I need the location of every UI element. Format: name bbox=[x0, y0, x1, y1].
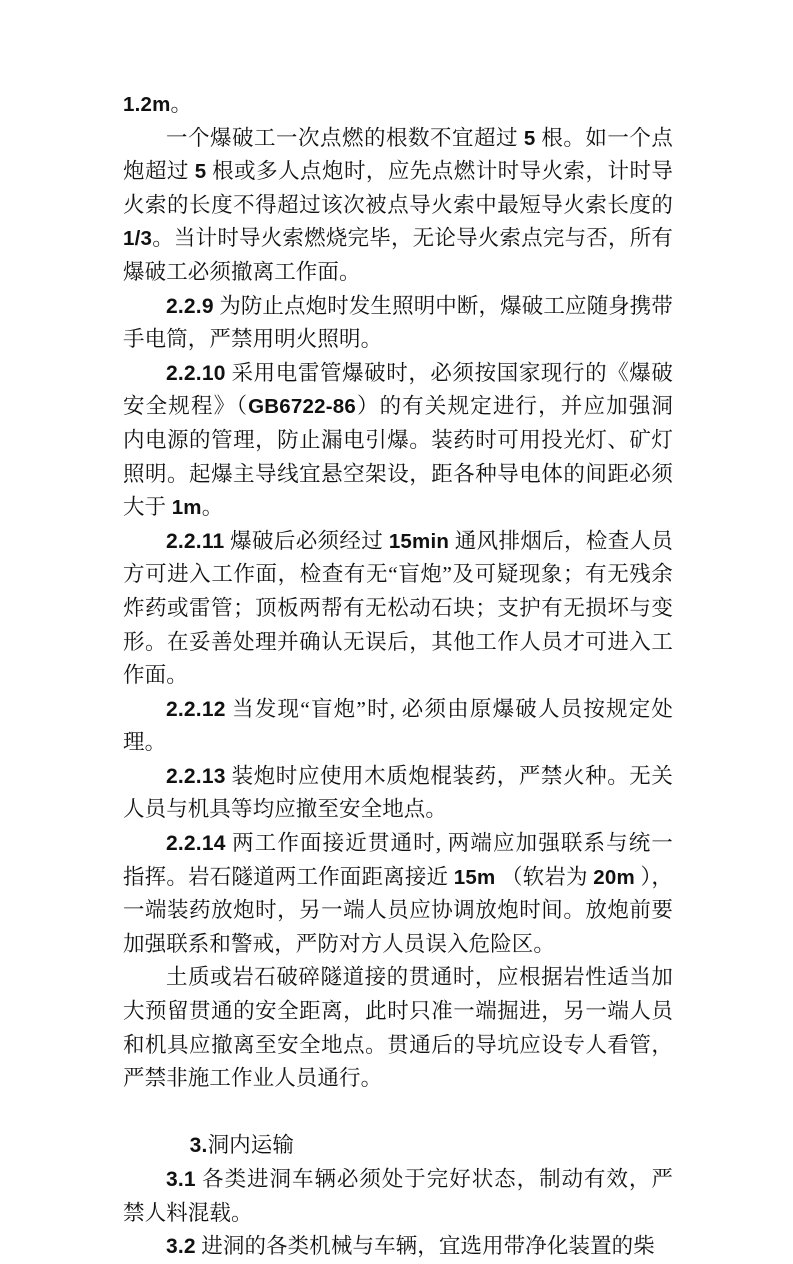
text-run: 装炮时应使用木质炮棍装药，严禁火种。无关人员与机具等均应撤至安全地点。 bbox=[123, 763, 673, 822]
body-paragraph bbox=[123, 961, 673, 1095]
numeric-run: 5 bbox=[523, 126, 536, 150]
body-paragraph bbox=[123, 827, 673, 961]
text-run: 。 bbox=[201, 495, 224, 520]
text-run: （软岩为 bbox=[495, 864, 594, 889]
text-run: 两工作面接近贯通时, 两端应加强联系与统一指挥。岩石隧道两工作面距离接近 bbox=[123, 831, 673, 889]
text-run: 。 bbox=[170, 92, 193, 116]
text-run: ），一端装药放炮时，另一端人员应协调放炮时间。放炮前要加强联系和警戒，严防对方人员误入危险区。 bbox=[123, 864, 673, 956]
clause-number: 2.2.14 bbox=[166, 832, 226, 856]
body-paragraph bbox=[123, 760, 673, 827]
numeric-run: 15m bbox=[453, 865, 496, 889]
text-run: 土质或岩石破碎隧道接的贯通时，应根据岩性适当加大预留贯通的安全距离，此时只准一端掘进，另一端人员和机具应撤离至安全地点。贯通后的导坑应设专人看管，严禁非施工作业人员通行。 bbox=[123, 965, 673, 1091]
clause-number: 2.2.10 bbox=[166, 361, 226, 385]
numeric-run: 1.2m bbox=[123, 93, 171, 116]
text-run: 各类进洞车辆必须处于完好状态，制动有效，严禁人料混载。 bbox=[123, 1167, 673, 1225]
body-paragraph bbox=[123, 525, 673, 693]
numeric-run: 1m bbox=[171, 496, 202, 520]
clause-number: 2.2.13 bbox=[166, 764, 226, 788]
body-paragraph bbox=[123, 88, 673, 122]
text-run: 一个爆破工一次点燃的根数不宜超过 bbox=[166, 125, 524, 150]
body-paragraph bbox=[123, 1163, 673, 1230]
text-run: 根或多人点炮时，应先点燃计时导火索，计时导火索的长度不得超过该次被点导火索中最短导火索长度的 bbox=[123, 159, 674, 217]
clause-number: 2.2.11 bbox=[166, 529, 225, 553]
numeric-run: 15min bbox=[388, 529, 450, 553]
body-paragraph bbox=[123, 357, 673, 525]
body-paragraph bbox=[123, 122, 673, 290]
text-run: 爆破后必须经过 bbox=[224, 528, 389, 553]
body-paragraph bbox=[123, 693, 673, 760]
numeric-run: GB6722-86 bbox=[248, 395, 356, 419]
clause-number: 3.2 bbox=[166, 1235, 196, 1259]
text-run: 。当计时导火索燃烧完毕，无论导火索点完与否，所有爆破工必须撤离工作面。 bbox=[123, 226, 673, 284]
document-text-column bbox=[123, 88, 673, 1264]
paragraph-spacer bbox=[123, 1096, 673, 1130]
numeric-run: 1/3 bbox=[123, 227, 153, 251]
text-run: 通风排烟后，检查人员方可进入工作面，检查有无“盲炮”及可疑现象；有无残余炸药或雷管；顶板两帮有无松动石块；支护有无损坏与变形。在妥善处理并确认无误后，其他工作人员才可进入工作面。 bbox=[123, 528, 673, 688]
text-run: 为防止点炮时发生照明中断，爆破工应随身携带手电筒，严禁用明火照明。 bbox=[123, 293, 673, 352]
text-run: 进洞的各类机械与车辆，宜选用带净化装置的柴 bbox=[195, 1234, 655, 1259]
clause-number: 2.2.12 bbox=[166, 697, 226, 721]
text-run: 根。如一个点炮超过 bbox=[123, 125, 674, 184]
body-paragraph bbox=[123, 1230, 673, 1264]
section-heading bbox=[123, 1129, 673, 1163]
text-run: 采用电雷管爆破时，必须按国家现行的《爆破安全规程》（ bbox=[123, 360, 673, 419]
clause-number: 3.1 bbox=[166, 1168, 196, 1191]
clause-number: 2.2.9 bbox=[166, 294, 214, 318]
text-run: 当发现“盲炮”时, 必须由原爆破人员按规定处理。 bbox=[123, 696, 673, 755]
numeric-run: 5 bbox=[194, 160, 207, 184]
numeric-run: 20m bbox=[593, 865, 635, 889]
text-run: ）的有关规定进行，并应加强洞内电源的管理，防止漏电引爆。装药时可用投光灯、矿灯照明。起爆主导线宜悬空架设，距各种导电体的间距必须大于 bbox=[123, 394, 673, 520]
clause-number: 3. bbox=[189, 1134, 208, 1158]
body-paragraph bbox=[123, 290, 673, 357]
text-run: 洞内运输 bbox=[207, 1133, 294, 1158]
